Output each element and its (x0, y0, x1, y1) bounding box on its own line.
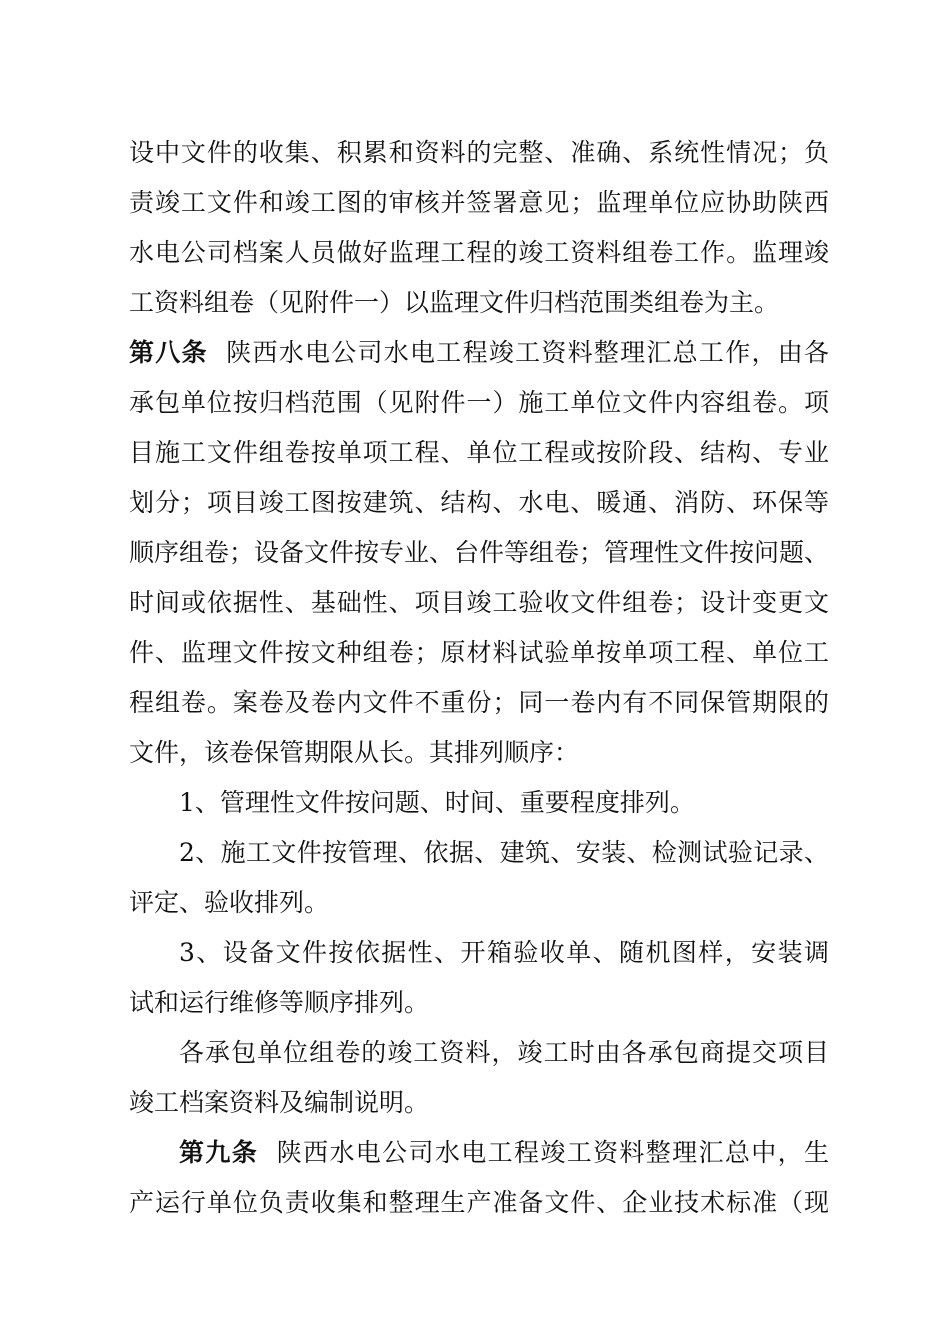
article-8-heading: 第八条 (129, 338, 208, 367)
text-line: 件、监理文件按文种组卷；原材料试验单按单项工程、单位工 (129, 638, 829, 667)
list-item-2-continued: 评定、验收排列。 (129, 888, 330, 917)
list-item-3: 3、设备文件按依据性、开箱验收单、随机图样，安装调 (179, 938, 829, 967)
text-line: 责竣工文件和竣工图的审核并签署意见；监理单位应协助陕西 (129, 188, 829, 217)
text-line: 目施工文件组卷按单项工程、单位工程或按阶段、结构、专业 (129, 438, 829, 467)
text-line: 时间或依据性、基础性、项目竣工验收文件组卷；设计变更文 (129, 588, 829, 617)
text-line: 程组卷。案卷及卷内文件不重份；同一卷内有不同保管期限的 (129, 688, 829, 717)
article-8-first-text: 陕西水电公司水电工程竣工资料整理汇总工作，由各 (226, 338, 829, 367)
list-item-1: 1、管理性文件按问题、时间、重要程度排列。 (179, 788, 695, 817)
article-8 (129, 328, 829, 778)
list-item-2: 2、施工文件按管理、依据、建筑、安装、检测试验记录、 (179, 838, 829, 867)
article-9-first-text: 陕西水电公司水电工程竣工资料整理汇总中，生 (276, 1138, 829, 1167)
document-body (129, 128, 829, 1228)
ordering-list (129, 778, 829, 1028)
text-line: 设中文件的收集、积累和资料的完整、准确、系统性情况；负 (129, 138, 829, 167)
text-line: 工资料组卷（见附件一）以监理文件归档范围类组卷为主。 (129, 288, 780, 317)
text-line: 产运行单位负责收集和整理生产准备文件、企业技术标准（现 (129, 1188, 829, 1217)
text-line: 竣工档案资料及编制说明。 (129, 1088, 430, 1117)
text-line: 划分；项目竣工图按建筑、结构、水电、暖通、消防、环保等 (129, 488, 829, 517)
article-8-first-line (129, 328, 829, 378)
list-item-3-continued: 试和运行维修等顺序排列。 (129, 988, 430, 1017)
paragraph-continued (129, 128, 829, 328)
summary-paragraph (129, 1028, 829, 1128)
text-line: 文件，该卷保管期限从长。其排列顺序： (129, 738, 580, 767)
article-9 (129, 1128, 829, 1228)
text-line: 顺序组卷；设备文件按专业、台件等组卷；管理性文件按问题、 (129, 538, 829, 567)
text-line: 承包单位按归档范围（见附件一）施工单位文件内容组卷。项 (129, 388, 829, 417)
text-line: 水电公司档案人员做好监理工程的竣工资料组卷工作。监理竣 (129, 238, 829, 267)
article-9-heading: 第九条 (179, 1138, 259, 1167)
article-9-first-line (129, 1128, 829, 1178)
text-line: 各承包单位组卷的竣工资料，竣工时由各承包商提交项目 (179, 1038, 829, 1067)
